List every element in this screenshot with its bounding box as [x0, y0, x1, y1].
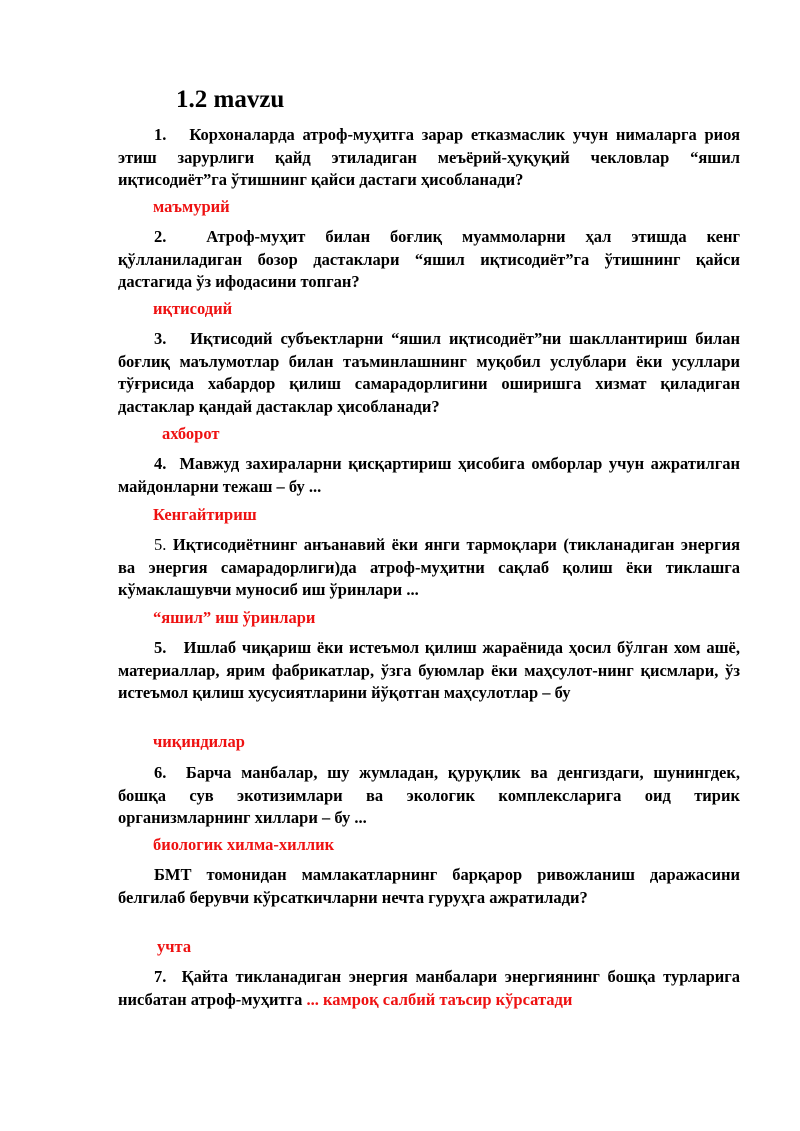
question-text: Корхоналарда атроф-муҳитга зарар етказмаслик учун нималарга риоя этиш зарурлиги қайд этиладиган меъёрий-ҳуқуқий чекловлар “яшил иқтисодиёт”га ўтишнинг қайси дастаги ҳисобланади?	[118, 125, 740, 189]
answer-4: Кенгайтириш	[153, 505, 257, 524]
question-text: Атроф-муҳит билан боғлиқ муаммоларни ҳал этишда кенг қўлланиладиган бозор дастаклари “яшил иқтисодиёт”га ўтишнинг қайси дастагида ўз ифодасини топган?	[118, 227, 740, 291]
question-number: 4.	[154, 454, 167, 473]
question-number: 1.	[154, 125, 167, 144]
question-6	[118, 762, 740, 830]
answer-7: ... камроқ салбий таъсир кўрсатади	[306, 989, 573, 1009]
question-text: Мавжуд захираларни қисқартириш ҳисобига омборлар учун ажратилган майдонларни тежаш – бу ...	[118, 454, 740, 496]
question-1	[118, 124, 740, 192]
question-text: БМТ томонидан мамлакатларнинг барқарор ривожланиш даражасини белгилаб берувчи кўрсаткичларни нечта гуруҳга ажратилади?	[118, 865, 740, 907]
question-number: 2.	[154, 227, 167, 246]
question-5b	[118, 637, 740, 705]
answer-3: ахборот	[162, 424, 220, 443]
question-text: Ишлаб чиқариш ёки истеъмол қилиш жараёнида ҳосил бўлган хом ашё, материаллар, ярим фабрикатлар, ўзга буюмлар ёки маҳсулот-нинг қисмлари, ўз истеъмол қилиш хусусиятларини йўқотган маҳсулотлар – бу	[118, 638, 741, 702]
page-title: 1.2 mavzu	[176, 86, 285, 113]
question-number: 3.	[154, 329, 167, 348]
question-4	[118, 453, 740, 498]
question-text: Иқтисодиётнинг анъанавий ёки янги тармоқлари (тикланадиган энергия ва энергия самарадорлиги)да атроф-муҳитни сақлаб қолиш ёки тиклашга кўмаклашувчи муносиб иш ўринлари ...	[118, 535, 740, 599]
question-number: 6.	[154, 763, 167, 782]
question-text: Барча манбалар, шу жумладан, қуруқлик ва денгиздаги, шунингдек, бошқа сув экотизимлари ва экологик комплексларига оид тирик организмларнинг хиллари – бу ...	[118, 763, 741, 827]
answer-5b: чиқиндилар	[153, 732, 245, 751]
question-text: Қайта тикланадиган энергия манбалари энергиянинг бошқа турларига нисбатан атроф-муҳитга	[118, 967, 740, 1009]
answer-6: биологик хилма-хиллик	[153, 835, 335, 854]
question-number: 7.	[154, 967, 167, 986]
answer-2: иқтисодий	[153, 299, 233, 318]
answer-1: маъмурий	[153, 197, 230, 216]
answer-5a: “яшил” иш ўринлари	[153, 608, 316, 627]
question-3	[118, 328, 740, 418]
question-7	[118, 966, 740, 1011]
question-2	[118, 226, 740, 294]
question-number: 5.	[154, 638, 167, 657]
question-unnumbered	[118, 864, 740, 909]
question-text: Иқтисодий субъектларни “яшил иқтисодиёт”ни шакллантириш билан боғлиқ маълумотлар билан таъминлашнинг муқобил услублари ёки усуллари тўғрисида хабардор қилиш самарадорлигини оширишга хизмат қиладиган дастаклар қандай дастаклар ҳисобланади?	[118, 329, 741, 416]
question-number: 5.	[154, 535, 167, 554]
question-5a	[118, 534, 740, 602]
answer-unnumbered: учта	[157, 937, 192, 956]
